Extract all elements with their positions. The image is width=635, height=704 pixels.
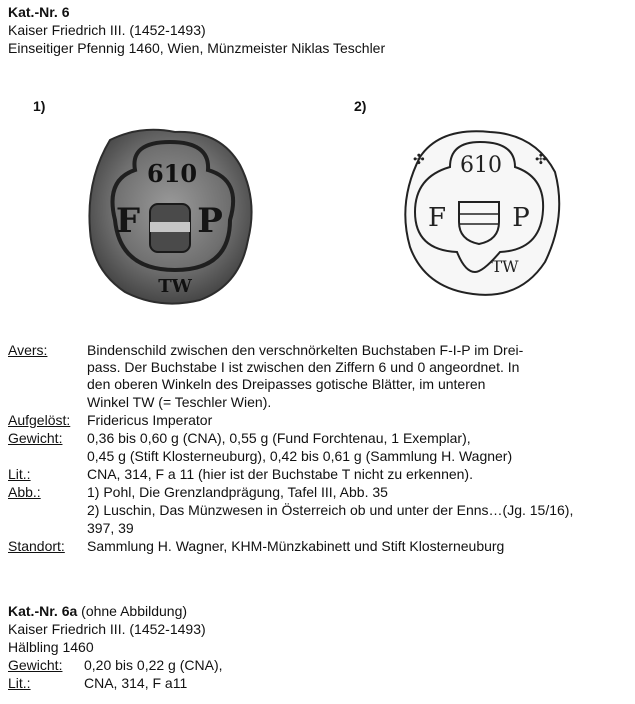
coin-2-left-letter: F [427,203,447,233]
gewicht-label: Gewicht: [8,430,63,446]
abb-line-1: 1) Pohl, Die Grenzlandprägung, Tafel III, Abb. 35 [87,484,388,500]
coin-2-bottom-text: TW [491,257,519,276]
figure-1-label: 1) [33,98,46,114]
catalog-number-heading [8,4,69,21]
abb-line-3: 397, 39 [87,520,134,536]
lit-label: Lit.: [8,466,31,482]
gewicht-value-6a: 0,20 bis 0,22 g (CNA), [84,657,223,673]
figure-2-label: 2) [354,98,367,114]
standort-label: Standort: [8,538,65,554]
avers-line-1: Bindenschild zwischen den verschnörkelten Buchstaben F-I-P im Drei- [87,342,524,358]
coin-1-left-letter: F [115,201,141,241]
gewicht-line-2: 0,45 g (Stift Klosterneuburg), 0,42 bis 0,61 g (Sammlung H. Wagner) [87,448,513,464]
coin-2-top-text: 610 [460,153,502,178]
coin-1-right-letter: P [197,201,223,241]
coin-2-right-letter: P [512,203,530,233]
ruler-line-6a: Kaiser Friedrich III. (1452-1493) [8,621,206,637]
coin-description: Einseitiger Pfennig 1460, Wien, Münzmeister Niklas Teschler [8,40,386,56]
aufgeloest-label: Aufgelöst: [8,412,71,428]
coin-drawing-2 [395,122,565,302]
lit-value: CNA, 314, F a 11 (hier ist der Buchstabe T nicht zu erkennen). [87,466,473,482]
avers-label: Avers: [8,342,48,358]
abb-label: Abb.: [8,484,41,500]
catalog-number-heading-6a [8,603,187,620]
gewicht-label-6a: Gewicht: [8,657,63,673]
coin-1-shield-band [150,222,190,232]
coin-photo-1 [80,120,260,310]
coin-1-bottom-text: TW [158,276,192,297]
lit-value-6a: CNA, 314, F a11 [84,675,188,691]
leaf-ornament-icon: ✣ [413,152,425,168]
coin-1-top-text: 610 [146,159,198,188]
kat-label-6a: Kat.-Nr. [8,603,58,619]
lit-label-6a: Lit.: [8,675,31,691]
kat-note-6a: (ohne Abbildung) [81,603,188,619]
kat-label: Kat.-Nr. [8,4,58,20]
coin-description-6a: Hälbling 1460 [8,639,94,655]
avers-line-3: den oberen Winkeln des Dreipasses gotische Blätter, im unteren [87,376,486,392]
ruler-line: Kaiser Friedrich III. (1452-1493) [8,22,206,38]
leaf-ornament-icon: ✣ [535,152,547,168]
avers-line-4: Winkel TW (= Teschler Wien). [87,394,272,410]
aufgeloest-value: Fridericus Imperator [87,412,213,428]
kat-number-6a: 6a [61,603,78,619]
avers-line-2: pass. Der Buchstabe I ist zwischen den Ziffern 6 und 0 angeordnet. In [87,359,520,375]
standort-value: Sammlung H. Wagner, KHM-Münzkabinett und Stift Klosterneuburg [87,538,505,554]
abb-line-2: 2) Luschin, Das Münzwesen in Österreich ob und unter der Enns…(Jg. 15/16), [87,502,574,518]
gewicht-line-1: 0,36 bis 0,60 g (CNA), 0,55 g (Fund Forchtenau, 1 Exemplar), [87,430,471,446]
kat-number: 6 [61,4,70,20]
